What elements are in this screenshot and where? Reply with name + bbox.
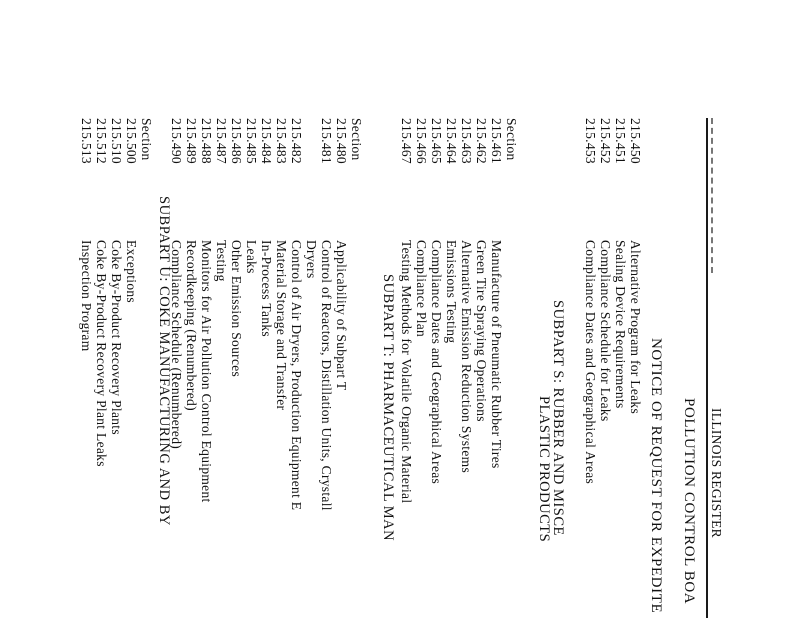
section-label: Section: [349, 118, 364, 161]
section-number: 215.489: [184, 118, 199, 164]
section-number: 215.465: [429, 118, 444, 164]
section-number: 215.482: [289, 118, 304, 164]
section-number: 215.484: [259, 118, 274, 164]
section-number: 215.461: [489, 118, 504, 164]
section-title: In-Process Tanks: [259, 240, 274, 337]
section-title: Recordkeeping (Renumbered): [184, 240, 199, 411]
subpart-u-section-numbers: [79, 118, 154, 188]
section-title: Testing Methods for Volatile Organic Material: [399, 240, 414, 504]
section-title: Other Emission Sources: [229, 240, 244, 378]
section-title: Coke By-Product Recovery Plants: [109, 240, 124, 435]
subpart-t-section-titles: [169, 240, 349, 618]
section-number: 215.490: [169, 118, 184, 164]
subpart-s-section-titles: [399, 240, 504, 618]
subpart-s-heading: SUBPART S: RUBBER AND MISCE: [550, 300, 566, 536]
section-title: Sealing Device Requirements: [613, 240, 628, 409]
section-label: Section: [504, 118, 519, 161]
section-number: 215.500: [124, 118, 139, 164]
section-number: 215.487: [214, 118, 229, 164]
section-title: Compliance Dates and Geographical Areas: [583, 240, 598, 485]
section-title: Monitors for Air Pollution Control Equipment: [199, 240, 214, 503]
section-number: 215.512: [94, 118, 109, 164]
document-title: POLLUTION CONTROL BOA: [681, 398, 697, 605]
subpart-u-section-titles: [79, 240, 139, 618]
notice-title: NOTICE OF REQUEST FOR EXPEDITE: [648, 338, 664, 614]
section-title: Emissions Testing: [444, 240, 459, 344]
section-title: Alternative Emission Reduction Systems: [459, 240, 474, 474]
section-title: Exceptions: [124, 240, 139, 303]
section-title: Compliance Dates and Geographical Areas: [429, 240, 444, 485]
section-title: Inspection Program: [79, 240, 94, 352]
section-number: 215.466: [414, 118, 429, 164]
section-title: Leaks: [244, 240, 259, 274]
section-number: 215.467: [399, 118, 414, 164]
section-number: 215.513: [79, 118, 94, 164]
section-title: Compliance Schedule for Leaks: [598, 240, 613, 422]
section-number: 215.483: [274, 118, 289, 164]
block1-section-numbers: [583, 118, 643, 188]
section-number: 215.463: [459, 118, 474, 164]
section-title: Compliance Schedule (Renumbered): [169, 240, 184, 450]
section-title: Testing: [214, 240, 229, 282]
header-rule: [706, 118, 708, 618]
section-number: 215.462: [474, 118, 489, 164]
section-number: 215.481: [319, 118, 334, 164]
section-title: Coke By-Product Recovery Plant Leaks: [94, 240, 109, 467]
section-title: Control of Reactors, Distillation Units, Crystall: [319, 240, 334, 511]
register-name: ILLINOIS REGISTER: [709, 408, 724, 538]
subpart-s-section-numbers: [399, 118, 519, 188]
section-title: Alternative Program for Leaks: [628, 240, 643, 415]
section-number: 215.452: [598, 118, 613, 164]
section-number: 215.486: [229, 118, 244, 164]
section-title: Control of Air Dryers, Production Equipment E: [289, 240, 304, 511]
block1-section-titles: [583, 240, 643, 618]
section-number: 215.464: [444, 118, 459, 164]
subpart-t-section-numbers: [169, 118, 364, 188]
subpart-t-heading: SUBPART T: PHARMACEUTICAL MAN: [380, 274, 396, 542]
section-title: Manufacture of Pneumatic Rubber Tires: [489, 240, 504, 469]
section-number: 215.453: [583, 118, 598, 164]
section-title: Compliance Plan: [414, 240, 429, 338]
section-title: Green Tire Spraying Operations: [474, 240, 489, 422]
subpart-u-heading: SUBPART U: COKE MANUFACTURING AND BY: [156, 196, 172, 526]
section-number: 215.488: [199, 118, 214, 164]
section-title: Applicability of Subpart T: [334, 240, 349, 391]
section-number: 215.451: [613, 118, 628, 164]
section-title: Material Storage and Transfer: [274, 240, 289, 411]
section-number: 215.510: [109, 118, 124, 164]
section-title: Dryers: [304, 240, 319, 279]
section-number: 215.485: [244, 118, 259, 164]
section-number: [304, 118, 319, 188]
section-number: 215.480: [334, 118, 349, 164]
header-dashed-line: [710, 118, 713, 273]
section-number: 215.450: [628, 118, 643, 164]
section-label: Section: [139, 118, 154, 161]
subpart-s-heading-2: PLASTIC PRODUCTS: [536, 396, 552, 543]
